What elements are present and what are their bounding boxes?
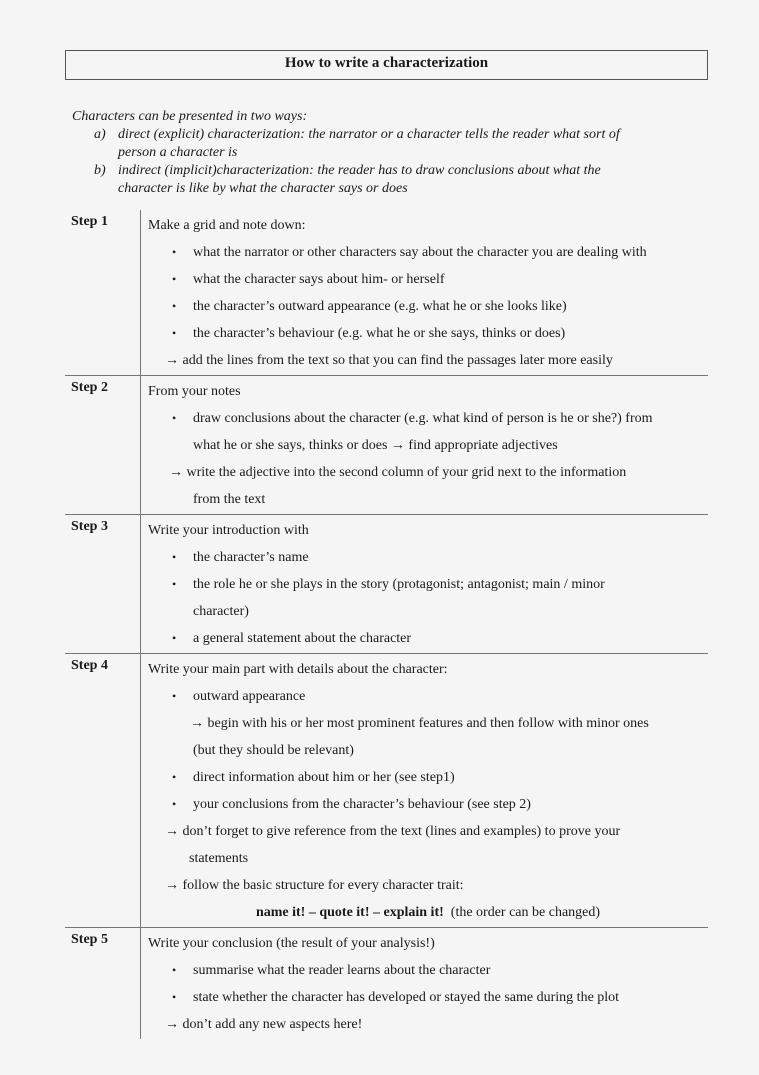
bullet-icon: • [172,631,177,645]
bullet-item [148,320,708,347]
bullet-text: the role he or she plays in the story (protagonist; antagonist; main / minor [193,577,605,592]
bullet-continuation: character) [193,604,249,619]
arrow-note-continuation: from the text [193,492,266,507]
step-label: Step 4 [71,658,108,673]
document-title: How to write a characterization [65,50,708,80]
step-row [65,654,708,928]
bullet-text: state whether the character has developed or stayed the same during the plot [193,990,620,1005]
step-label: Step 1 [71,214,108,229]
step-row [65,210,708,376]
bullet-text: the character’s outward appearance (e.g. what he or she looks like) [193,299,567,314]
formula-bold: name it! – quote it! – explain it! [255,905,444,920]
bullet-item [148,764,708,791]
arrow-note-continuation: (but they should be relevant) [193,743,354,758]
bullet-icon: • [172,990,177,1004]
bullet-icon: • [172,411,177,425]
arrow-note-continuation: statements [189,851,249,866]
arrow-note: → write the adjective into the second column of your grid next to the information [169,465,627,480]
option-a-line1: direct (explicit) characterization: the narrator or a character tells the reader what sort of [118,127,620,142]
intro-option-b [72,162,712,198]
bullet-icon: • [172,770,177,784]
formula-note: (the order can be changed) [450,905,601,920]
bullet-item [148,791,708,818]
step-row [65,376,708,515]
bullet-text: summarise what the reader learns about the character [193,963,491,978]
bullet-continuation: what he or she says, thinks or does → find appropriate adjectives [193,438,558,453]
bullet-icon: • [172,577,177,591]
step-label: Step 5 [71,932,108,947]
step-heading: Make a grid and note down: [148,218,306,233]
bullet-icon: • [172,272,177,286]
bullet-item [148,239,708,266]
bullet-text: outward appearance [193,689,306,704]
bullet-icon: • [172,797,177,811]
bullet-item [148,957,708,984]
steps-table [65,210,708,1039]
bullet-item [148,544,708,571]
bullet-item [148,683,708,710]
step-label: Step 3 [71,519,108,534]
step-label: Step 2 [71,380,108,395]
structure-formula [148,899,708,926]
option-a-label: a) [94,127,106,142]
bullet-icon: • [172,689,177,703]
bullet-text: what the character says about him- or herself [193,272,445,287]
bullet-item [148,293,708,320]
option-b-label: b) [94,163,106,178]
bullet-item [148,984,708,1011]
step-row [65,928,708,1039]
arrow-note: → don’t forget to give reference from the text (lines and examples) to prove your [165,824,621,839]
bullet-text: what the narrator or other characters say about the character you are dealing with [193,245,647,260]
bullet-text: the character’s behaviour (e.g. what he or she says, thinks or does) [193,326,566,341]
option-a-line2: person a character is [118,145,238,160]
arrow-note: → add the lines from the text so that you can find the passages later more easily [165,353,613,368]
bullet-text: a general statement about the character [193,631,412,646]
bullet-icon: • [172,245,177,259]
step-row [65,515,708,654]
bullet-text: the character’s name [193,550,309,565]
step-content [140,376,708,514]
bullet-item [148,571,708,598]
option-b-line1: indirect (implicit)characterization: the reader has to draw conclusions about what the [118,163,601,178]
step-content [140,515,708,653]
bullet-icon: • [172,963,177,977]
step-content [140,654,708,927]
bullet-text: draw conclusions about the character (e.g. what kind of person is he or she?) from [193,411,653,426]
bullet-item [148,266,708,293]
intro-section [72,108,712,198]
step-content [140,210,708,375]
arrow-note: → follow the basic structure for every character trait: [165,878,464,893]
bullet-icon: • [172,550,177,564]
intro-option-a [72,126,712,162]
bullet-text: direct information about him or her (see step1) [193,770,455,785]
step-heading: Write your introduction with [148,523,309,538]
intro-lead: Characters can be presented in two ways: [72,109,308,124]
step-heading: Write your main part with details about the character: [148,662,448,677]
bullet-item [148,625,708,652]
bullet-item [148,405,708,432]
bullet-text: your conclusions from the character’s behaviour (see step 2) [193,797,531,812]
step-heading: Write your conclusion (the result of your analysis!) [148,936,435,951]
option-b-line2: character is like by what the character says or does [118,181,408,196]
step-content [140,928,708,1039]
bullet-icon: • [172,299,177,313]
arrow-note: → don’t add any new aspects here! [165,1017,363,1032]
arrow-note: → begin with his or her most prominent features and then follow with minor ones [190,716,649,731]
bullet-icon: • [172,326,177,340]
step-heading: From your notes [148,384,241,399]
